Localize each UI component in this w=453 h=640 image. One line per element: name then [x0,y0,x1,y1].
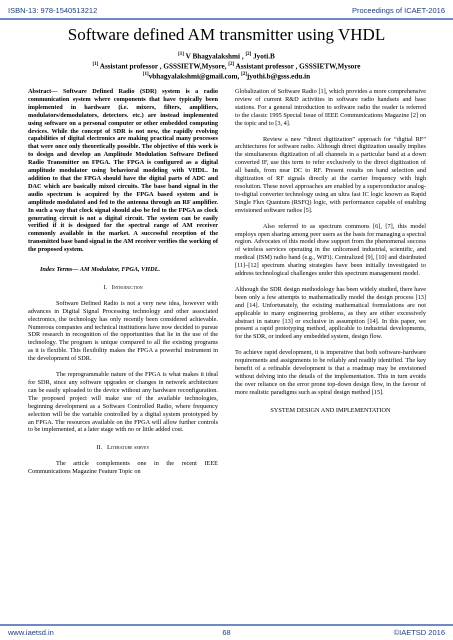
header-divider [0,18,453,20]
intro-paragraph-2: The reprogrammable nature of the FPGA is what makes it ideal for SDR, since any software upgrades or changes in network architecture can be easily uploaded to the device without any hardware reconfiguration. The proposed project will make use of the available technologies, beginning development as a Software Controlled Radio, where frequency selection will be the variable controlled by a digital system prototyped by an FPGA. The resources available on the FPGA will allow further controls to be implemented, at a later stage with no or little added cost. [28,371,218,434]
author-affiliations: [1] Assistant professor , GSSSIETW,Mysore, [2] Assistant professor , GSSSIETW,Mysore [92,62,361,71]
abstract: Abstract— Software Defined Radio (SDR) system is a radio communication system where components that have typically been implemented in hardware (i.e. mixers, filters, amplifiers, modulators/demodulators, detectors. etc.) are instead implemented using software on a personal computer or other embedded computing devices. While the concept of SDR is not new, the rapidly evolving capabilities of digital electronics are making practical many processes that were once only theoretically possible. The objective of this work is to design and develop an Amplitude Modulation Software Defined Radio Transmitter on FPGA. The FPGA is configured as a digital amplitude modulator using behavioral modeling with VHDL. In addition to that the FPGA should have the digital parts of ADC and DAC which are basically mixed circuits. The base band signal in the audio spectrum is acquired by the FPGA based system and is amplitude modulated and fed to the antenna through an RF amplifier. In such a way that clock signal should also be fed to the FPGA as clock generating circuit is not a digital circuit. The system can be easily verified if it is designed for the spectral range of AM receiver commonly available in the market. A successful reception of the transmitted base band signal in the AM receiver verifies the working of the proposed system. [28,88,218,254]
footer-divider [0,624,453,626]
right-paragraph-2: Review a new “direct digitization” approach for “digital RF” architectures for software radio. Although direct digitization usually implies the simultaneous digitization of all channels in a particular band at a down converted IF, use this term to refer exclusively to the direct digitization of all bands, from near DC to RF. Present results on band selection and digitization of RF signals directly at the carrier frequency with high resolution. These novel approaches are enabled by a superconductor analog-to-digital converter technology using an ultra fast IC logic known as Rapid Single Flux Quantum (RSFQ) logic, with performance capable of enabling envisioned software radios [5]. [235,135,426,214]
index-terms: Index Terms— AM Modulator, FPGA, VHDL. [40,266,161,274]
section-heading-literature: II. Literature servey [96,444,150,452]
author-names: [1] V Bhagyalakshmi , [2] Jyoti.B [178,52,275,61]
header-isbn: ISBN-13: 978-1540513212 [8,6,98,15]
page-number: 68 [222,628,231,637]
paper-title: Software defined AM transmitter using VHDL [67,25,386,44]
footer-copyright: ©IAETSD 2016 [393,628,445,637]
right-column [235,88,426,423]
header-proceedings: Proceedings of ICAET-2016 [352,6,445,15]
right-paragraph-4: Although the SDR design methodology has been widely studied, there have been only a few attempts to mathematically model the design process [13] and [14]. Unfortunately, the existing mathematical formulations are not applicable to many engineering problems, as they are either excessively abstract in nature [13] or exclusive in assumption [14]. In this paper, we present a rapid prototyping method, applicable to industrial developments, for the SDR, or indeed any embedded system, design flow. [235,285,426,341]
intro-paragraph-1: Software Defined Radio is not a very new idea, however with advances in Digital Signal Processing technology and other associated electronics, the technology has only recently been considered achievable. Numerous companies and technical institutions have now decided to pursue SDR research in recognition of the opportunities that lie in the use of the technology. The program is unique compared to all the existing programs as it is flexible. This flexibility makes the FPGA a powerful instrument in the development of SDR. [28,299,218,363]
section-heading-system-design: SYSTEM DESIGN AND IMPLEMENTATION [270,406,391,414]
right-paragraph-3: Also referred to as spectrum commons [6], [7], this model employs open sharing among peer users as the basis for managing a spectral region. Advocates of this model draw support from the phenomenal success of wireless services operating in the unlicensed industrial, scientific, and medical (ISM) radio band (e.g., WiFi). Centralized [9], [10] and distributed [11]–[12] spectrum sharing strategies have been initially investigated to address technological challenges under this spectrum management model. [235,222,426,278]
section-heading-introduction: I. Introduction [103,283,143,291]
footer-website: www.iaetsd.in [8,628,54,637]
literature-paragraph-1: The article complements one in the recent IEEE Communications Magazine Feature Topic on [28,460,218,476]
author-emails: [1]vbhagyalakshmi@gmail.com, [2]jyothi.b@gsss.edu.in [142,72,311,81]
right-paragraph-1: Globalization of Software Radio [1], which provides a more comprehensive review of current R&D activities in software radio handsets and base stations. For a general introduction to software radio the reader is referred to the classic 1995 Special Issue of IEEE Communications Magazine [2] on the topic and to [3, 4]. [235,88,426,127]
right-paragraph-5: To achieve rapid development, it is imperative that both software-hardware requirements and assignments to be reliably and readily identified. The key benefit of a refinable development is that a roadmap may be envisioned without delving into the details of the implementation. This in turn avoids the over reliance on the error prone top-down design flow, in the favour of more realistic paradigms such as spiral design method [15]. [235,349,426,396]
left-column [28,88,218,476]
